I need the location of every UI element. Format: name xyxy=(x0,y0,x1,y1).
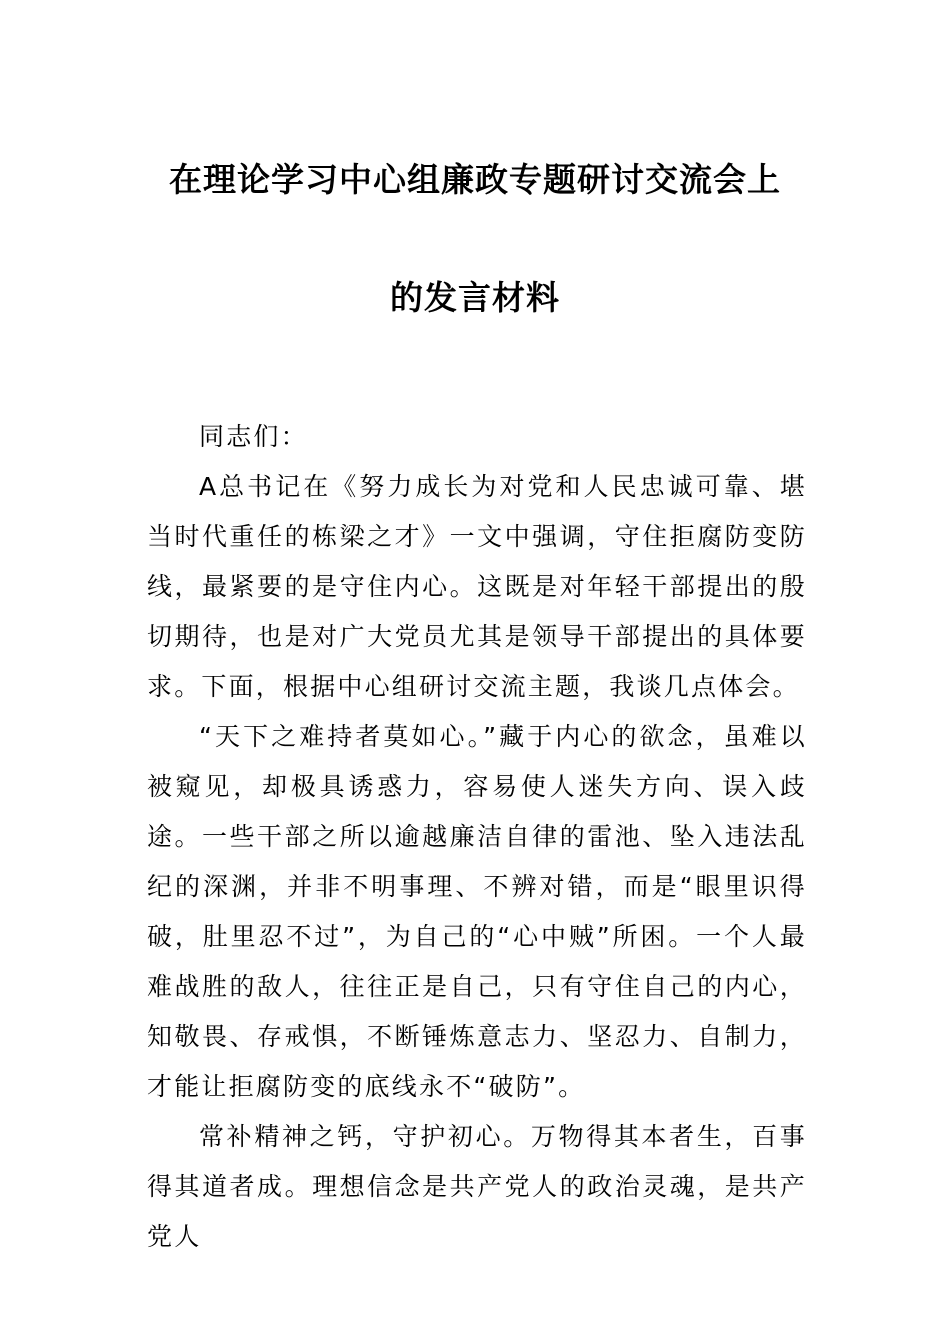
body-paragraph: “天下之难持者莫如心。”藏于内心的欲念，虽难以被窥见，却极具诱惑力，容易使人迷失方向、误入歧途。一些干部之所以逾越廉洁自律的雷池、坠入违法乱纪的深渊，并非不明事理、不辨对错，而是“眼里识得破，肚里忍不过”，为自己的“心中贼”所困。一个人最难战胜的敌人，往往正是自己，只有守住自己的内心，知敬畏、存戒惧，不断锤炼意志力、坚忍力、自制力，才能让拒腐防变的底线永不“破防”。 xyxy=(147,722,807,1101)
body-paragraph: 常补精神之钙，守护初心。万物得其本者生，百事得其道者成。理想信念是共产党人的政治灵魂，是共产党人 xyxy=(147,1122,807,1251)
document-title-line-2: 的发言材料 xyxy=(390,278,560,317)
body-paragraph: A总书记在《努力成长为对党和人民忠诚可靠、堪当时代重任的栋梁之才》一文中强调，守住拒腐防变防线，最紧要的是守住内心。这既是对年轻干部提出的殷切期待，也是对广大党员尤其是领导干部提出的具体要求。下面，根据中心组研讨交流主题，我谈几点体会。 xyxy=(147,472,807,701)
document-title-line-1: 在理论学习中心组廉政专题研讨交流会上 xyxy=(169,160,781,199)
document-body xyxy=(147,412,807,1262)
salutation: 同志们： xyxy=(199,422,308,451)
